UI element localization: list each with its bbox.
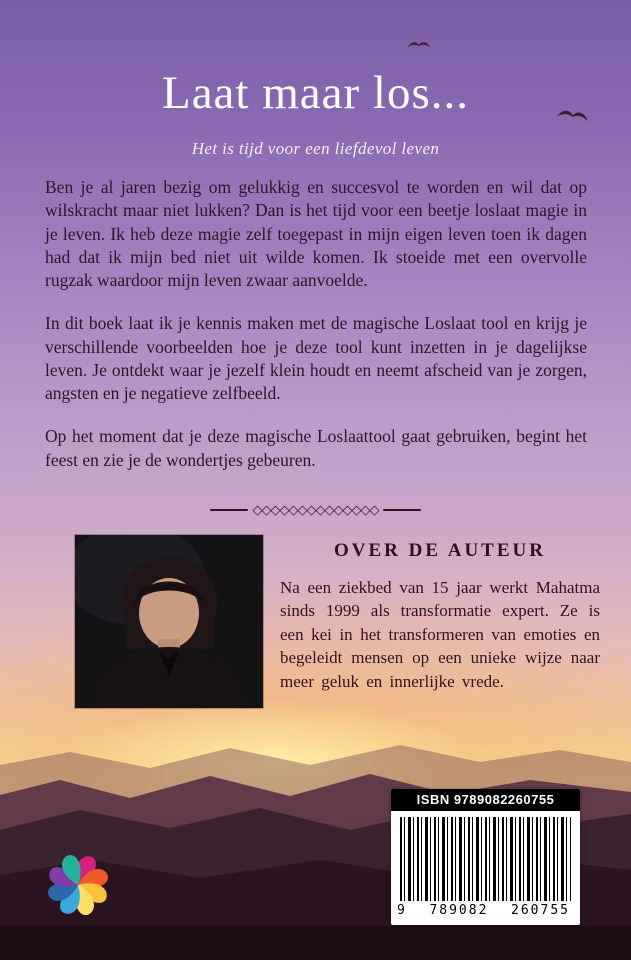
- isbn-label: ISBN 9789082260755: [391, 789, 580, 811]
- divider-diamond-chain: ◇◇◇◇◇◇◇◇◇◇◇◇◇◇: [252, 502, 379, 517]
- divider-rule: [383, 509, 421, 511]
- barcode-panel: [391, 789, 580, 925]
- blurb-paragraph: Op het moment dat je deze magische Loslaattool gaat gebruiken, begint het feest en zie je de wondertjes gebeuren.: [45, 426, 587, 470]
- author-bio: Na een ziekbed van 15 jaar werkt Mahatma sinds 1999 als transformatie expert. Ze is een kei in het transformeren van emoties en begeleidt mensen op een unieke wijze naar meer geluk en innerlijke vrede.: [280, 578, 600, 691]
- barcode-digit-group: 789082: [429, 903, 489, 918]
- blurb-paragraph: Ben je al jaren bezig om gelukkig en succesvol te worden en wil dat op wilskracht maar niet lukken? Dan is het tijd voor een beetje loslaat magie in je leven. Ik heb deze magie zelf toegepast in mijn eigen leven toen ik dagen had dat ik mijn bed niet uit wilde komen. Ik stoeide met een overvolle rugzak waardoor mijn leven zwaar aanvoelde.: [45, 177, 587, 291]
- blurb-paragraph: In dit boek laat ik je kennis maken met de magische Loslaat tool en krijg je verschillende voorbeelden hoe je deze tool kunt inzetten in je dagelijkse leven. Je ontdekt waar je jezelf klein houdt en neemt afscheid van je zorgen, angsten en je negatieve zelfbeeld.: [45, 313, 587, 404]
- ornament-divider: [0, 503, 631, 516]
- divider-rule: [210, 509, 248, 511]
- book-title: Laat maar los...: [161, 67, 470, 119]
- publisher-logo-icon: [36, 843, 120, 927]
- author-photo: [75, 535, 263, 708]
- bird-icon: [405, 38, 433, 50]
- barcode-bars: [400, 817, 571, 901]
- barcode-digit-group: 9: [397, 903, 407, 918]
- author-section: [280, 540, 600, 693]
- barcode-digits: [391, 903, 580, 922]
- book-subtitle: Het is tijd voor een liefdevol leven: [191, 139, 440, 158]
- back-cover-blurb: [45, 176, 587, 492]
- barcode-digit-group: 260755: [511, 903, 570, 918]
- author-heading: OVER DE AUTEUR: [334, 540, 546, 561]
